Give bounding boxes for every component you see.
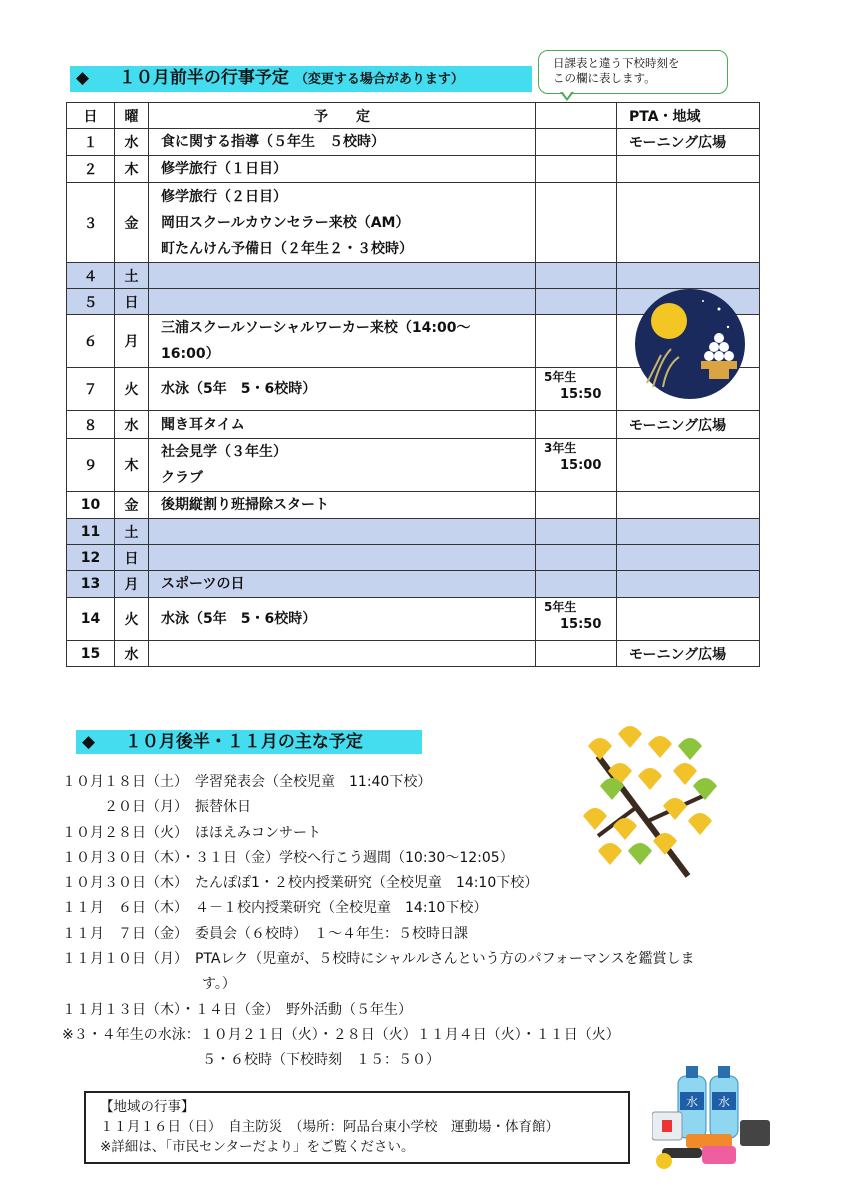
header-weekday: 曜 (115, 103, 149, 129)
cell-dismissal-time (536, 545, 617, 571)
section1-header (70, 66, 532, 92)
table-row (67, 129, 760, 156)
event-line: 修学旅行（２日目） (161, 188, 287, 205)
cell-weekday: 水 (115, 129, 149, 156)
cell-weekday: 土 (115, 263, 149, 289)
event-line: 水泳（5年 5・6校時） (161, 381, 317, 397)
later-schedule-list (62, 770, 782, 1074)
cell-pta (617, 598, 760, 641)
list-item: １０月１８日（土） 学習発表会（全校児童 11:40下校） (62, 774, 432, 790)
bubble-tail-inner (562, 91, 572, 98)
cell-day: ８ (67, 411, 115, 439)
table-row (67, 439, 760, 492)
table-row (67, 545, 760, 571)
community-events-box (84, 1091, 630, 1164)
cell-weekday: 火 (115, 368, 149, 411)
table-row (67, 519, 760, 545)
cell-dismissal-time (536, 439, 617, 492)
list-item: １０月２８日（火） ほほえみコンサート (62, 824, 321, 841)
cell-events (149, 598, 536, 641)
bubble-line1: 日課表と違う下校時刻を (553, 56, 680, 70)
cell-dismissal-time (536, 263, 617, 289)
event-line: 町たんけん予備日（２年生２・３校時） (161, 240, 413, 257)
cell-weekday: 月 (115, 571, 149, 598)
cell-weekday: 水 (115, 411, 149, 439)
dismissal-time: 15:50 (560, 617, 602, 632)
cell-pta (617, 156, 760, 183)
section2-header (76, 730, 422, 754)
event-line: スポーツの日 (161, 576, 245, 592)
event-line: 三浦スクールソーシャルワーカー来校（14:00～ (161, 320, 471, 336)
event-line: 後期縦割り班掃除スタート (161, 497, 329, 513)
table-row (67, 156, 760, 183)
table-header-row (67, 103, 760, 129)
cell-dismissal-time (536, 129, 617, 156)
cell-events (149, 263, 536, 289)
list-item: １１月１０日（月） PTAレク（児童が、５校時にシャルルさんという方のパフォーマンスを鑑賞しま (62, 951, 695, 968)
cell-dismissal-time (536, 289, 617, 315)
table-row (67, 571, 760, 598)
cell-pta (617, 183, 760, 263)
cell-pta: モーニング広場 (617, 641, 760, 667)
bubble-line2: この欄に表します。 (553, 71, 656, 85)
cell-day: ５ (67, 289, 115, 315)
section2-marker: ◆ (82, 732, 96, 752)
cell-events (149, 439, 536, 492)
cell-day: 13 (67, 571, 115, 598)
cell-day: ９ (67, 439, 115, 492)
section2-title: １０月後半・１１月の主な予定 (124, 732, 363, 752)
cell-weekday: 土 (115, 519, 149, 545)
cell-events (149, 545, 536, 571)
event-line: 社会見学（３年生） (161, 444, 287, 460)
bottle-label-2: 水 (717, 1095, 731, 1109)
list-item: １１月 ７日（金） 委員会（６校時） １～４年生：５校時日課 (62, 925, 468, 942)
list-item: １０月３０日（木）・３１日（金）学校へ行こう週間（10:30～12:05） (62, 849, 514, 866)
cell-events (149, 129, 536, 156)
cell-dismissal-time (536, 183, 617, 263)
cell-pta: モーニング広場 (617, 411, 760, 439)
cell-pta (617, 545, 760, 571)
list-item: ２０日（月） 振替休日 (62, 799, 251, 816)
cell-weekday: 水 (115, 641, 149, 667)
list-item: １１月 ６日（木） ４－１校内授業研究（全校児童 14:10下校） (62, 900, 488, 917)
cell-pta (617, 492, 760, 519)
cell-pta (617, 519, 760, 545)
header-pta: PTA・地域 (617, 103, 760, 129)
cell-events (149, 492, 536, 519)
cell-weekday: 木 (115, 439, 149, 492)
header-plan: 予 定 (149, 103, 536, 129)
cell-day: 14 (67, 598, 115, 641)
event-line: 修学旅行（１日目） (161, 161, 287, 177)
list-item: す。） (62, 976, 236, 993)
note-bubble (538, 50, 728, 94)
cell-pta (617, 571, 760, 598)
event-line: 水泳（5年 5・6校時） (161, 611, 317, 627)
cell-weekday: 火 (115, 598, 149, 641)
section1-title: １０月前半の行事予定 (118, 68, 289, 88)
event-line: クラブ (161, 470, 203, 486)
cell-dismissal-time (536, 641, 617, 667)
cell-day: 12 (67, 545, 115, 571)
cell-events (149, 571, 536, 598)
cell-day: ３ (67, 183, 115, 263)
cell-dismissal-time (536, 571, 617, 598)
dismissal-grade: 5年生 (544, 370, 577, 384)
list-item: １１月１３日（木）・１４日（金） 野外活動（５年生） (62, 1001, 412, 1018)
cell-events (149, 315, 536, 368)
community-line1: １１月１６日（日） 自主防災 （場所：阿品台東小学校 運動場・体育館） (100, 1119, 559, 1135)
cell-weekday: 日 (115, 289, 149, 315)
cell-day: 11 (67, 519, 115, 545)
cell-day: ２ (67, 156, 115, 183)
cell-dismissal-time (536, 519, 617, 545)
cell-weekday: 月 (115, 315, 149, 368)
dismissal-grade: 5年生 (544, 600, 577, 614)
cell-weekday: 木 (115, 156, 149, 183)
cell-events (149, 519, 536, 545)
list-item: ※３・４年生の水泳：１０月２１日（火）・２８日（火）１１月４日（火）・１１日（火） (62, 1026, 620, 1043)
list-item: １０月３０日（木） たんぽぽ1・２校内授業研究（全校児童 14:10下校） (62, 875, 539, 892)
table-row (67, 492, 760, 519)
cell-day: 15 (67, 641, 115, 667)
list-item: ５・６校時（下校時刻 １５：５０） (62, 1052, 440, 1069)
community-title: 【地域の行事】 (100, 1099, 195, 1115)
cell-dismissal-time (536, 156, 617, 183)
section1-marker: ◆ (76, 68, 90, 88)
cell-events (149, 183, 536, 263)
cell-dismissal-time (536, 368, 617, 411)
cell-pta (617, 439, 760, 492)
bottle-label-1: 水 (685, 1095, 699, 1109)
cell-dismissal-time (536, 492, 617, 519)
cell-day: 10 (67, 492, 115, 519)
dismissal-time: 15:00 (560, 458, 602, 473)
cell-events (149, 411, 536, 439)
cell-events (149, 156, 536, 183)
cell-day: ７ (67, 368, 115, 411)
cell-events (149, 289, 536, 315)
dismissal-grade: 3年生 (544, 441, 577, 455)
cell-pta: モーニング広場 (617, 129, 760, 156)
table-row (67, 598, 760, 641)
table-row (67, 263, 760, 289)
event-line: 16:00） (161, 346, 220, 362)
moon-viewing-icon (633, 287, 747, 401)
cell-pta (617, 263, 760, 289)
cell-events (149, 368, 536, 411)
table-row (67, 183, 760, 263)
event-line: 聞き耳タイム (161, 416, 245, 433)
cell-weekday: 金 (115, 492, 149, 519)
cell-weekday: 日 (115, 545, 149, 571)
cell-day: ４ (67, 263, 115, 289)
cell-dismissal-time (536, 411, 617, 439)
emergency-supplies-icon (652, 1062, 772, 1172)
event-line: 岡田スクールカウンセラー来校（AM） (161, 214, 410, 231)
cell-day: １ (67, 129, 115, 156)
table-row (67, 641, 760, 667)
section1-note: （変更する場合があります） (294, 72, 464, 87)
cell-dismissal-time (536, 315, 617, 368)
cell-day: ６ (67, 315, 115, 368)
header-day: 日 (67, 103, 115, 129)
cell-weekday: 金 (115, 183, 149, 263)
cell-dismissal-time (536, 598, 617, 641)
cell-events (149, 641, 536, 667)
event-line: 食に関する指導（５年生 ５校時） (161, 134, 385, 150)
table-row (67, 411, 760, 439)
dismissal-time: 15:50 (560, 387, 602, 402)
community-line2: ※詳細は、「市民センターだより」をご覧ください。 (100, 1139, 415, 1155)
header-time (536, 103, 617, 129)
